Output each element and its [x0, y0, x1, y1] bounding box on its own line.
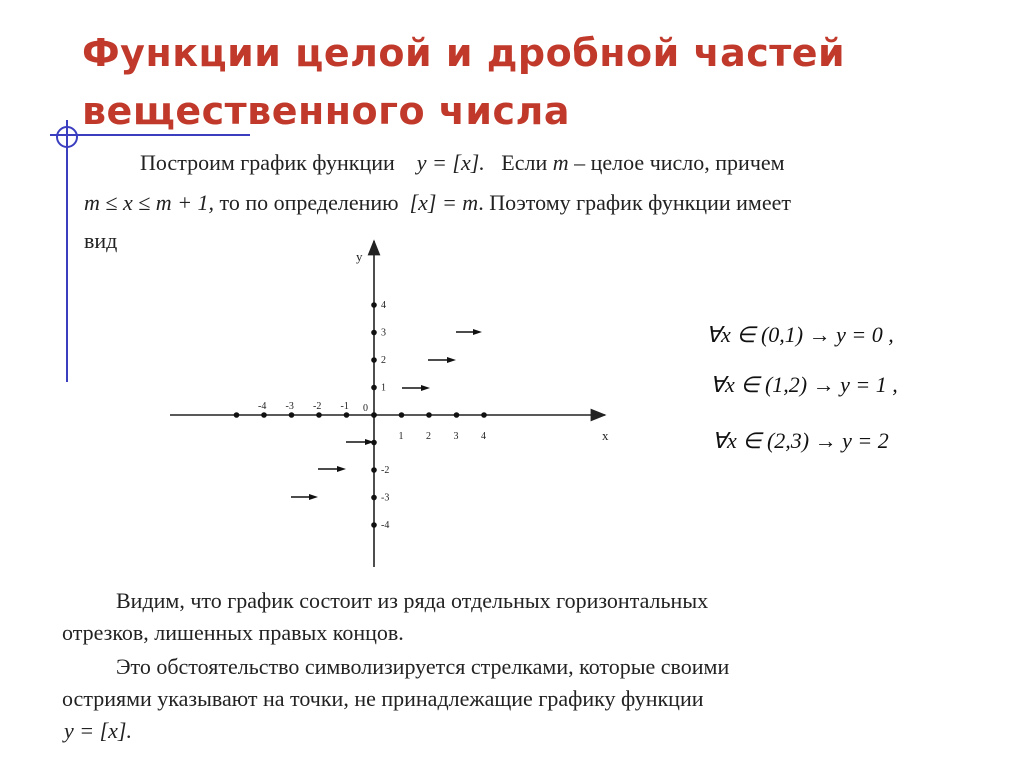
arrow-y1-head — [421, 385, 430, 391]
y-tick-label: -3 — [381, 492, 390, 504]
x-tick-label: -3 — [285, 401, 294, 412]
conclusion-line-4: остриями указывают на точки, не принадлежащие графику функции — [62, 686, 704, 711]
x-axis-point — [234, 412, 240, 418]
arrow-y2-head — [447, 357, 456, 363]
y-tick-label: -2 — [381, 465, 390, 476]
arrow-ym2-head — [337, 466, 346, 472]
decorative-horizontal-line — [50, 134, 250, 136]
x-tick-label: 3 — [453, 431, 459, 442]
x-axis-point — [344, 412, 350, 418]
x-axis-point — [454, 412, 460, 418]
arrow-ym3-head — [309, 494, 318, 500]
y-axis-point — [371, 467, 377, 473]
equation-1: ∀x ∈ (0,1) → y = 0 , — [706, 322, 894, 347]
y-tick-label: -4 — [381, 520, 390, 531]
y-tick-label: 3 — [381, 327, 386, 339]
intro-line-2: m ≤ x ≤ m + 1, то по определению [x] = m. Поэтому график функции имеет — [84, 190, 791, 215]
x-tick-label: 2 — [426, 431, 431, 442]
y-tick-label: 4 — [381, 300, 386, 311]
intro-line-3: вид — [84, 228, 118, 253]
x-axis-point — [399, 412, 405, 418]
x-axis-label: x — [602, 428, 609, 443]
formula-floor-x: y = [x]. — [416, 150, 485, 175]
x-axis-point — [289, 412, 295, 418]
title-line-2: вещественного числа — [82, 89, 570, 133]
intro-line-1: Построим график функции y = [x]. Если m – целое число, причем — [140, 150, 785, 175]
equation-2: ∀x ∈ (1,2) → y = 1 , — [710, 372, 898, 397]
title-line-1: Функции целой и дробной частей — [82, 31, 846, 75]
conclusion-line-2: отрезков, лишенных правых концов. — [62, 620, 404, 645]
y-tick-label: 1 — [381, 382, 386, 394]
arrow-y3-head — [473, 329, 482, 335]
x-axis-point — [426, 412, 432, 418]
floor-function-graph — [160, 235, 620, 580]
y-axis-point — [371, 522, 377, 528]
x-axis-point — [316, 412, 322, 418]
slide-title — [82, 24, 982, 140]
formula-definition: [x] = m — [409, 190, 479, 215]
x-axis-point — [481, 412, 487, 418]
y-axis-point — [371, 385, 377, 391]
x-tick-label: 4 — [481, 431, 486, 442]
x-tick-label: -1 — [340, 401, 349, 412]
origin-label: 0 — [363, 403, 368, 414]
y-axis-point — [371, 412, 377, 418]
decorative-vertical-line — [66, 120, 68, 382]
y-axis-point — [371, 357, 377, 363]
conclusion-line-3: Это обстоятельство символизируется стрелками, которые своими — [116, 654, 730, 679]
x-tick-label: -2 — [313, 401, 322, 412]
conclusion-line-1: Видим, что график состоит из ряда отдельных горизонтальных — [116, 588, 709, 613]
formula-inequality: m ≤ x ≤ m + 1, — [84, 190, 215, 215]
x-axis-point — [261, 412, 267, 418]
x-tick-label: -4 — [258, 401, 267, 412]
equation-3: ∀x ∈ (2,3) → y = 2 — [712, 428, 889, 453]
conclusion-formula: y = [x]. — [64, 718, 132, 743]
y-axis-point — [371, 495, 377, 501]
y-axis-point — [371, 302, 377, 308]
y-tick-label: 2 — [381, 355, 386, 366]
y-axis-label: y — [356, 249, 363, 264]
y-axis-point — [371, 330, 377, 336]
x-tick-label: 1 — [398, 431, 404, 442]
decorative-circle — [56, 126, 78, 148]
